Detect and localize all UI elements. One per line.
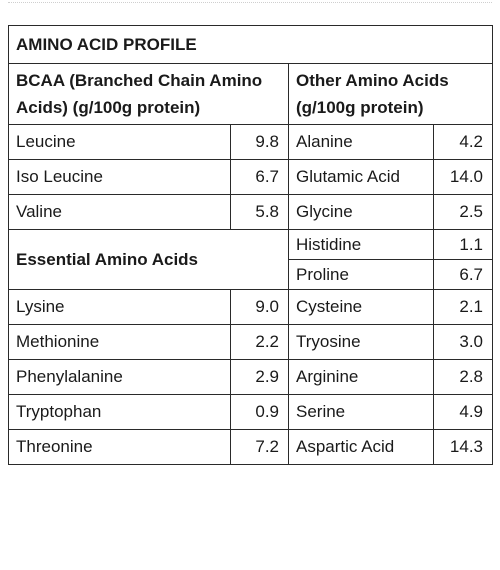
amino-acid-value: 2.1 <box>434 290 493 325</box>
amino-acid-name: Lysine <box>9 290 231 325</box>
table-row <box>9 430 493 465</box>
amino-acid-value: 2.9 <box>231 360 289 395</box>
table-row <box>9 290 493 325</box>
amino-acid-name: Glycine <box>289 195 434 230</box>
top-divider <box>8 2 492 3</box>
amino-acid-value: 6.7 <box>434 260 493 290</box>
amino-acid-value: 0.9 <box>231 395 289 430</box>
essential-amino-acids-header: Essential Amino Acids <box>9 230 289 290</box>
amino-acid-value: 5.8 <box>231 195 289 230</box>
amino-acid-value: 7.2 <box>231 430 289 465</box>
amino-acid-name: Aspartic Acid <box>289 430 434 465</box>
table-row <box>9 160 493 195</box>
amino-acid-name: Phenylalanine <box>9 360 231 395</box>
amino-acid-name: Proline <box>289 260 434 290</box>
table-row <box>9 325 493 360</box>
amino-acid-value: 9.8 <box>231 125 289 160</box>
amino-acid-value: 4.9 <box>434 395 493 430</box>
table-row <box>9 360 493 395</box>
table-header-row <box>9 64 493 125</box>
amino-acid-name: Leucine <box>9 125 231 160</box>
amino-acid-value: 14.3 <box>434 430 493 465</box>
amino-acid-value: 6.7 <box>231 160 289 195</box>
table-title: AMINO ACID PROFILE <box>9 26 493 64</box>
amino-acid-name: Iso Leucine <box>9 160 231 195</box>
amino-acid-value: 2.2 <box>231 325 289 360</box>
amino-acid-name: Threonine <box>9 430 231 465</box>
table-title-row <box>9 26 493 64</box>
amino-acid-value: 3.0 <box>434 325 493 360</box>
table-row <box>9 395 493 430</box>
amino-acid-value: 4.2 <box>434 125 493 160</box>
amino-acid-name: Tryptophan <box>9 395 231 430</box>
amino-acid-value: 1.1 <box>434 230 493 260</box>
amino-acid-name: Valine <box>9 195 231 230</box>
other-amino-acids-header: Other Amino Acids (g/100g protein) <box>289 64 493 125</box>
amino-acid-value: 9.0 <box>231 290 289 325</box>
amino-acid-name: Arginine <box>289 360 434 395</box>
bcaa-header: BCAA (Branched Chain Amino Acids) (g/100g protein) <box>9 64 289 125</box>
amino-acid-name: Alanine <box>289 125 434 160</box>
amino-acid-name: Tryosine <box>289 325 434 360</box>
amino-acid-name: Glutamic Acid <box>289 160 434 195</box>
amino-acid-name: Serine <box>289 395 434 430</box>
amino-acid-value: 2.5 <box>434 195 493 230</box>
amino-acid-name: Histidine <box>289 230 434 260</box>
table-row <box>9 230 493 260</box>
amino-acid-name: Cysteine <box>289 290 434 325</box>
table-row <box>9 125 493 160</box>
amino-acid-profile-table <box>8 25 493 465</box>
amino-acid-name: Methionine <box>9 325 231 360</box>
table-row <box>9 195 493 230</box>
amino-acid-value: 2.8 <box>434 360 493 395</box>
amino-acid-value: 14.0 <box>434 160 493 195</box>
